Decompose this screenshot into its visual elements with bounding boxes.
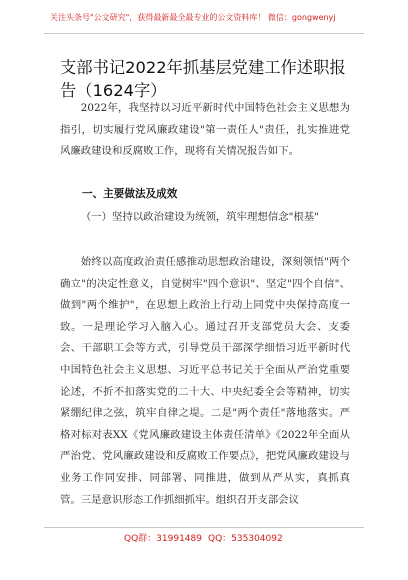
body-paragraph: 始终以高度政治责任感推动思想政治建设，深刻领悟"两个确立"的决定性意义，自觉树牢"四个意识"、坚定"四个自信"、做到"两个维护"，在思想上政治上行动上同党中央保持高度一致。一是理论学习入脑入心。通过召开支部党员大会、支委会、干部职工会等方式，引导党员干部深学细悟习近平新时代中国特色社会主义思想、习近平总书记关于全面从严治党重要论述，不折不扣落实党的二十大、中央纪委全会等精神，切实紧绷纪律之弦，筑牢自律之堤。二是"两个责任"落地落实。严格对标对表XX《党风廉政建设主体责任清单》《2022年全面从严治党、党风廉政建设和反腐败工作要点》，把党风廉政建设与业务工作同安排、同部署、同推进，做到从严从实，真抓真管。三是意识形态工作抓细抓牢。组织召开支部会议 (60, 256, 350, 506)
subsection-heading: （一）坚持以政治建设为统领，筑牢理想信念"根基" (80, 211, 319, 223)
footer-qq-group: QQ群：31991489 (124, 534, 202, 544)
header-banner: 关注头条号"公文研究"，获得最新最全最专业的公文资料库！ 微信：gongwenyj (50, 13, 336, 22)
intro-paragraph: 2022年，我坚持以习近平新时代中国特色社会主义思想为指引，切实履行党风廉政建设"第一责任人"责任，扎实推进党风廉政建设和反腐败工作，现将有关情况报告如下。 (60, 102, 350, 158)
footer-divider (44, 527, 364, 528)
document-title: 支部书记2022年抓基层党建工作述职报告（1624字） (60, 58, 346, 100)
section-heading: 一、主要做法及成效 (82, 188, 178, 200)
header-divider (44, 33, 364, 34)
footer-qq-number: QQ：535304092 (208, 534, 283, 544)
footer (0, 531, 408, 547)
